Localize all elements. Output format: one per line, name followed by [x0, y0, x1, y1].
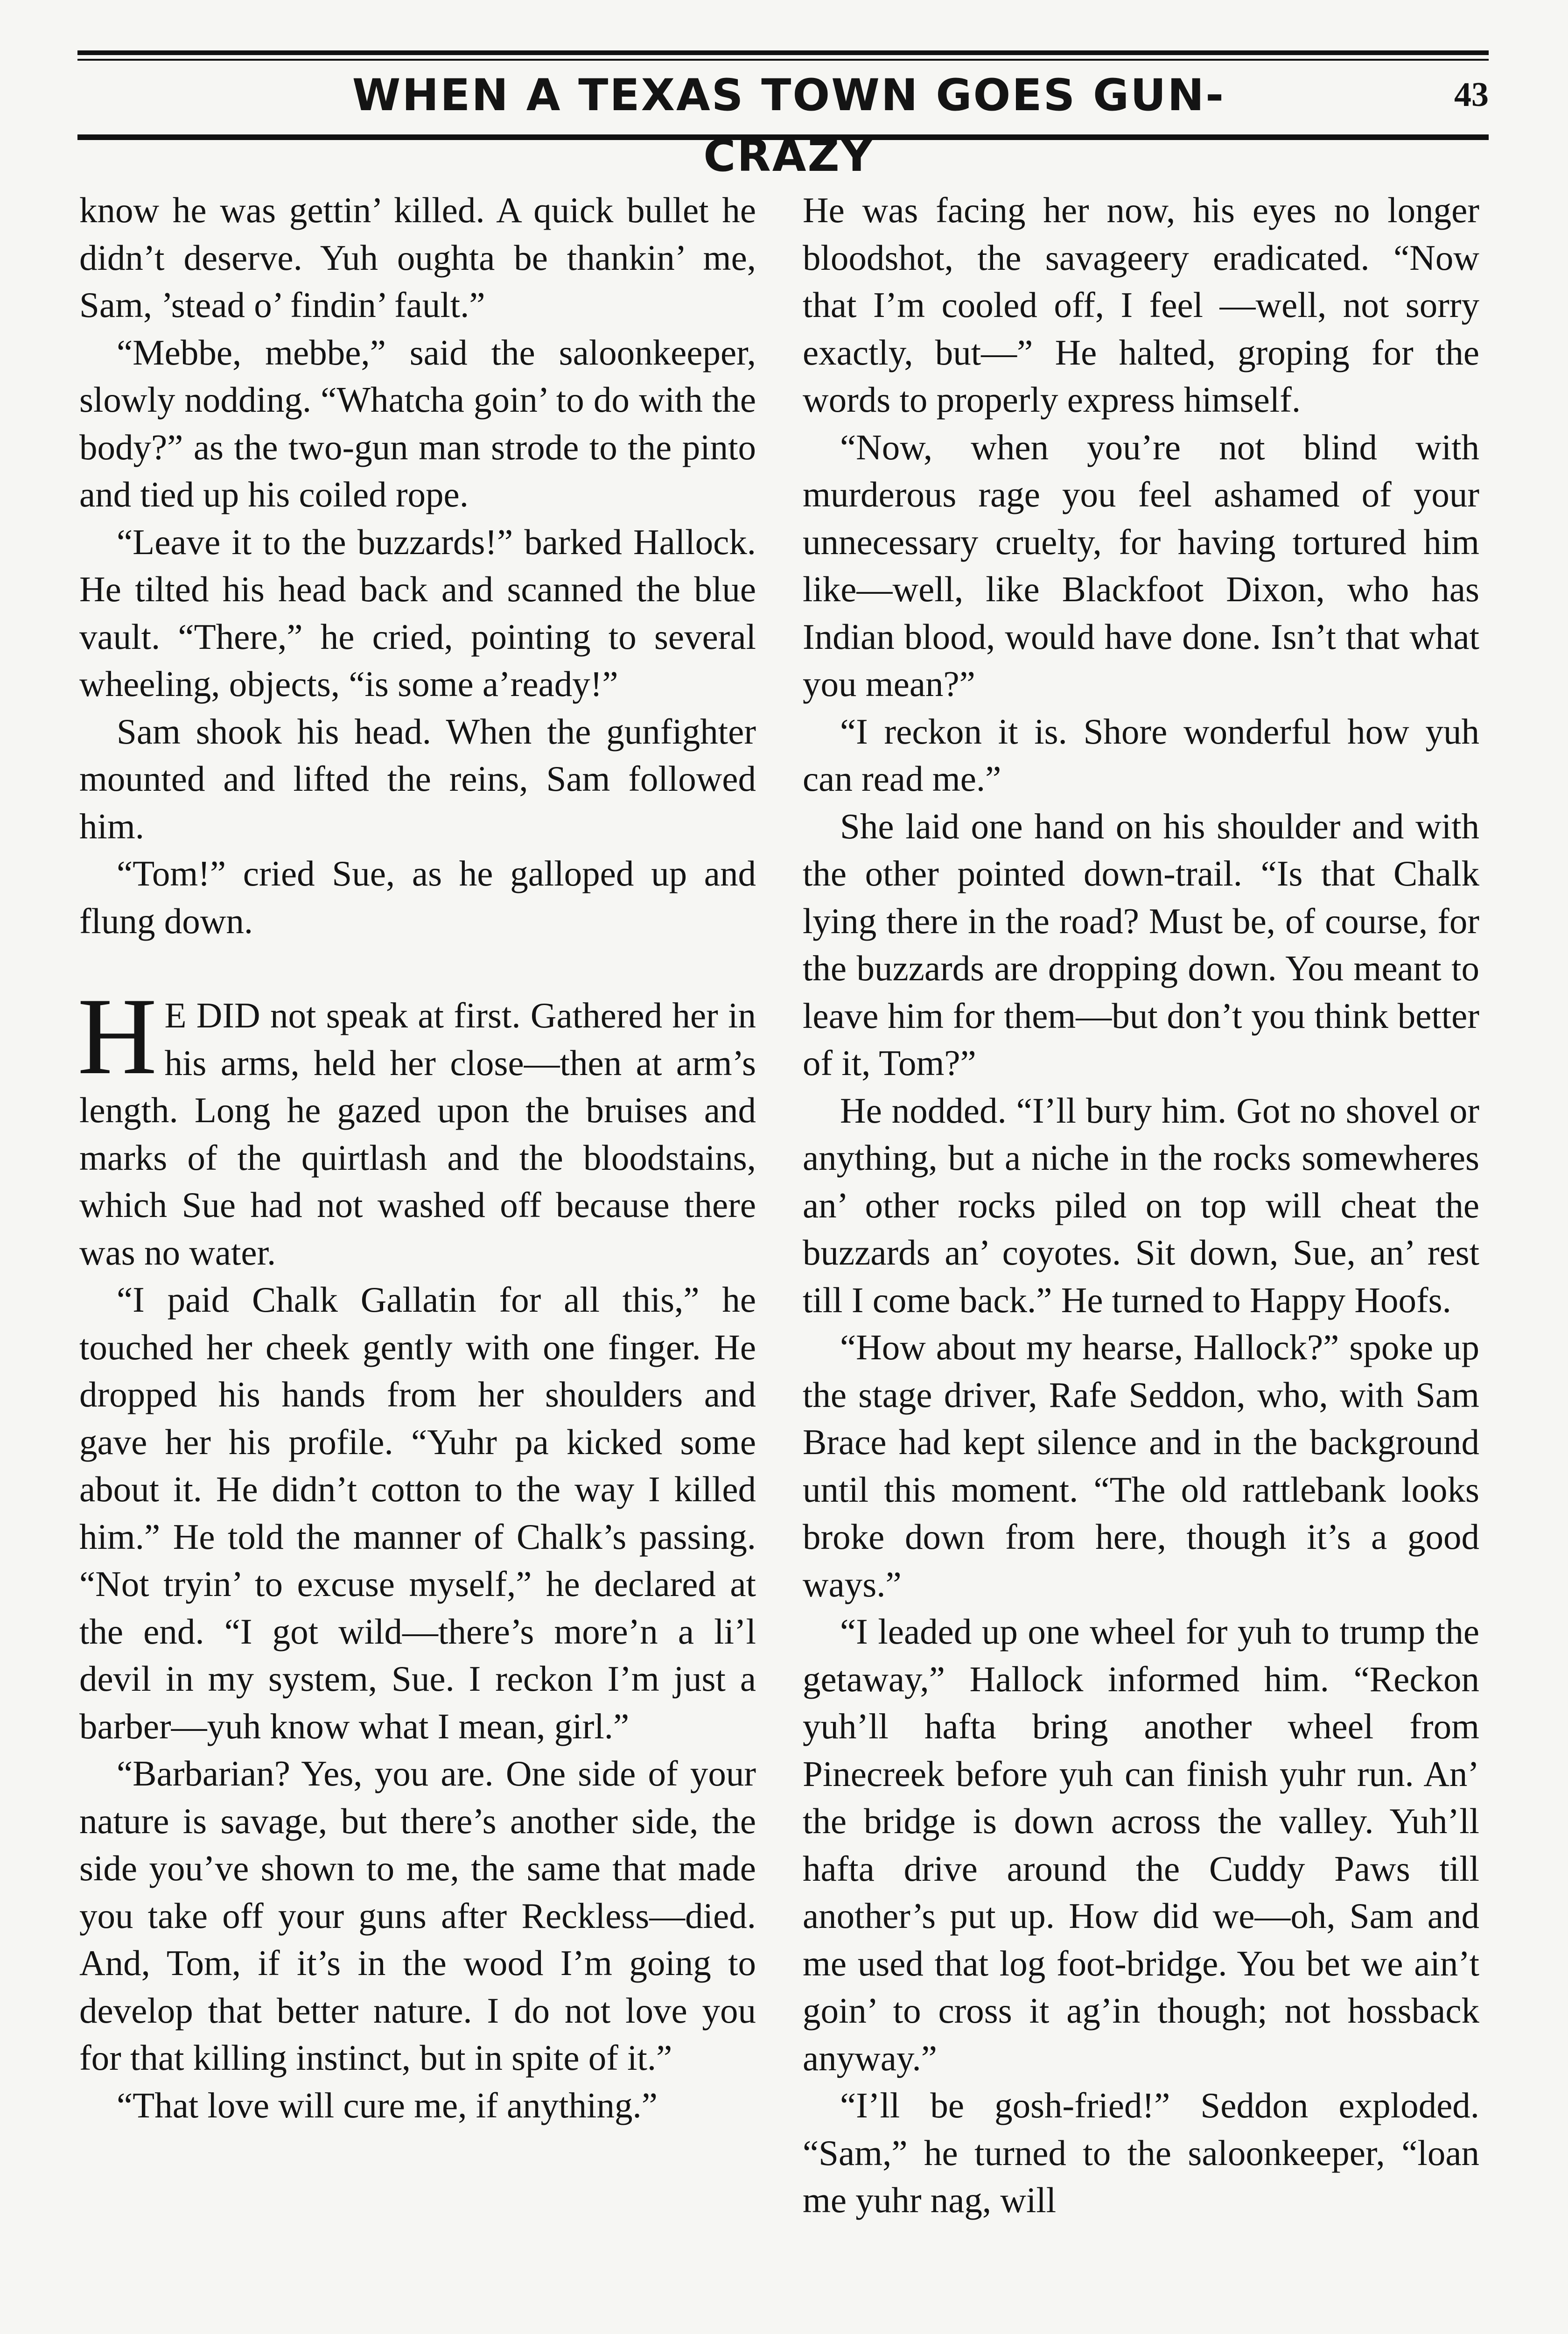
section-opening-text: E DID not speak at first. Gathered her in his arms, held her close—then at arm’s length. Long he gazed upon the bruises and marks of the quirtlash and the bloodstains, which Sue had not washed off because there was no water.	[79, 995, 756, 1272]
text-column-right	[803, 187, 1479, 2224]
section-opening-paragraph	[77, 976, 756, 1276]
paragraph: “How about my hearse, Hallock?” spoke up the stage driver, Rafe Seddon, who, with Sam Brace had kept silence and in the background until this moment. “The old rattlebank looks broke down from here, though it’s a good ways.”	[803, 1327, 1479, 1604]
paragraph: “I leaded up one wheel for yuh to trump the getaway,” Hallock informed him. “Reckon yuh’ll hafta bring another wheel from Pinecreek before yuh can finish yuhr run. An’ the bridge is down across the valley. Yuh’ll hafta drive around the Cuddy Paws till another’s put up. How did we—oh, Sam and me used that log foot-bridge. You bet we ain’t goin’ to cross it ag’in though; not hossback anyway.”	[803, 1611, 1479, 2078]
paragraph: “Leave it to the buzzards!” barked Hallock. He tilted his head back and scanned the blue vault. “There,” he cried, pointing to several wheeling, objects, “is some a’ready!”	[79, 521, 756, 704]
header-rule-top	[77, 50, 1489, 55]
drop-cap: H	[77, 976, 157, 1097]
paragraph: “Now, when you’re not blind with murderous rage you feel ashamed of your unnecessary cruelty, for having tortured him like—well, like Blackfoot Dixon, who has Indian blood, would have done. Isn’t that what you mean?”	[803, 427, 1479, 704]
paragraph: “That love will cure me, if anything.”	[117, 2085, 658, 2125]
text-column-left	[79, 187, 756, 2129]
paragraph: “Tom!” cried Sue, as he galloped up and flung down.	[79, 853, 756, 941]
paragraph: “I’ll be gosh-fried!” Seddon exploded. “Sam,” he turned to the saloonkeeper, “loan me yuhr nag, will	[803, 2085, 1479, 2220]
paragraph: know he was gettin’ killed. A quick bullet he didn’t deserve. Yuh oughta be thankin’ me, Sam, ’stead o’ findin’ fault.”	[79, 190, 756, 325]
paragraph: “Mebbe, mebbe,” said the saloonkeeper, slowly nodding. “Whatcha goin’ to do with the body?” as the two-gun man strode to the pinto and tied up his coiled rope.	[79, 332, 756, 514]
paragraph: “Barbarian? Yes, you are. One side of your nature is savage, but there’s another side, the side you’ve shown to me, the same that made you take off your guns after Reckless—died. And, Tom, if it’s in the wood I’m going to develop that better nature. I do not love you for that killing instinct, but in spite of it.”	[79, 1753, 756, 2078]
paragraph: She laid one hand on his shoulder and with the other pointed down-trail. “Is that Chalk lying there in the road? Must be, of course, for the buzzards are dropping down. You meant to leave him for them—but don’t you think better of it, Tom?”	[803, 806, 1479, 1083]
header-rule-top-thin	[77, 59, 1489, 61]
header-rule-bottom	[77, 134, 1489, 140]
paragraph: He nodded. “I’ll bury him. Got no shovel or anything, but a niche in the rocks somewheres an’ other rocks piled on top will cheat the buzzards an’ coyotes. Sit down, Sue, an’ rest till I come back.” He turned to Happy Hoofs.	[803, 1090, 1479, 1320]
paragraph: “I paid Chalk Gallatin for all this,” he touched her cheek gently with one finger. He dropped his hands from her shoulders and gave her his profile. “Yuhr pa kicked some about it. He didn’t cotton to the way I killed him.” He told the manner of Chalk’s passing. “Not tryin’ to excuse myself,” he declared at the end. “I got wild—there’s more’n a li’l devil in my system, Sue. I reckon I’m just a barber—yuh know what I mean, girl.”	[79, 1279, 756, 1746]
paragraph: Sam shook his head. When the gunfighter mounted and lifted the reins, Sam followed him.	[79, 711, 756, 846]
paragraph: He was facing her now, his eyes no longer bloodshot, the savageery eradicated. “Now that I’m cooled off, I feel —well, not sorry exactly, but—” He halted, groping for the words to properly express himself.	[803, 190, 1479, 420]
paragraph: “I reckon it is. Shore wonderful how yuh can read me.”	[803, 711, 1479, 799]
page-number: 43	[1454, 76, 1489, 114]
running-head-title: WHEN A TEXAS TOWN GOES GUN-CRAZY	[352, 70, 1225, 182]
